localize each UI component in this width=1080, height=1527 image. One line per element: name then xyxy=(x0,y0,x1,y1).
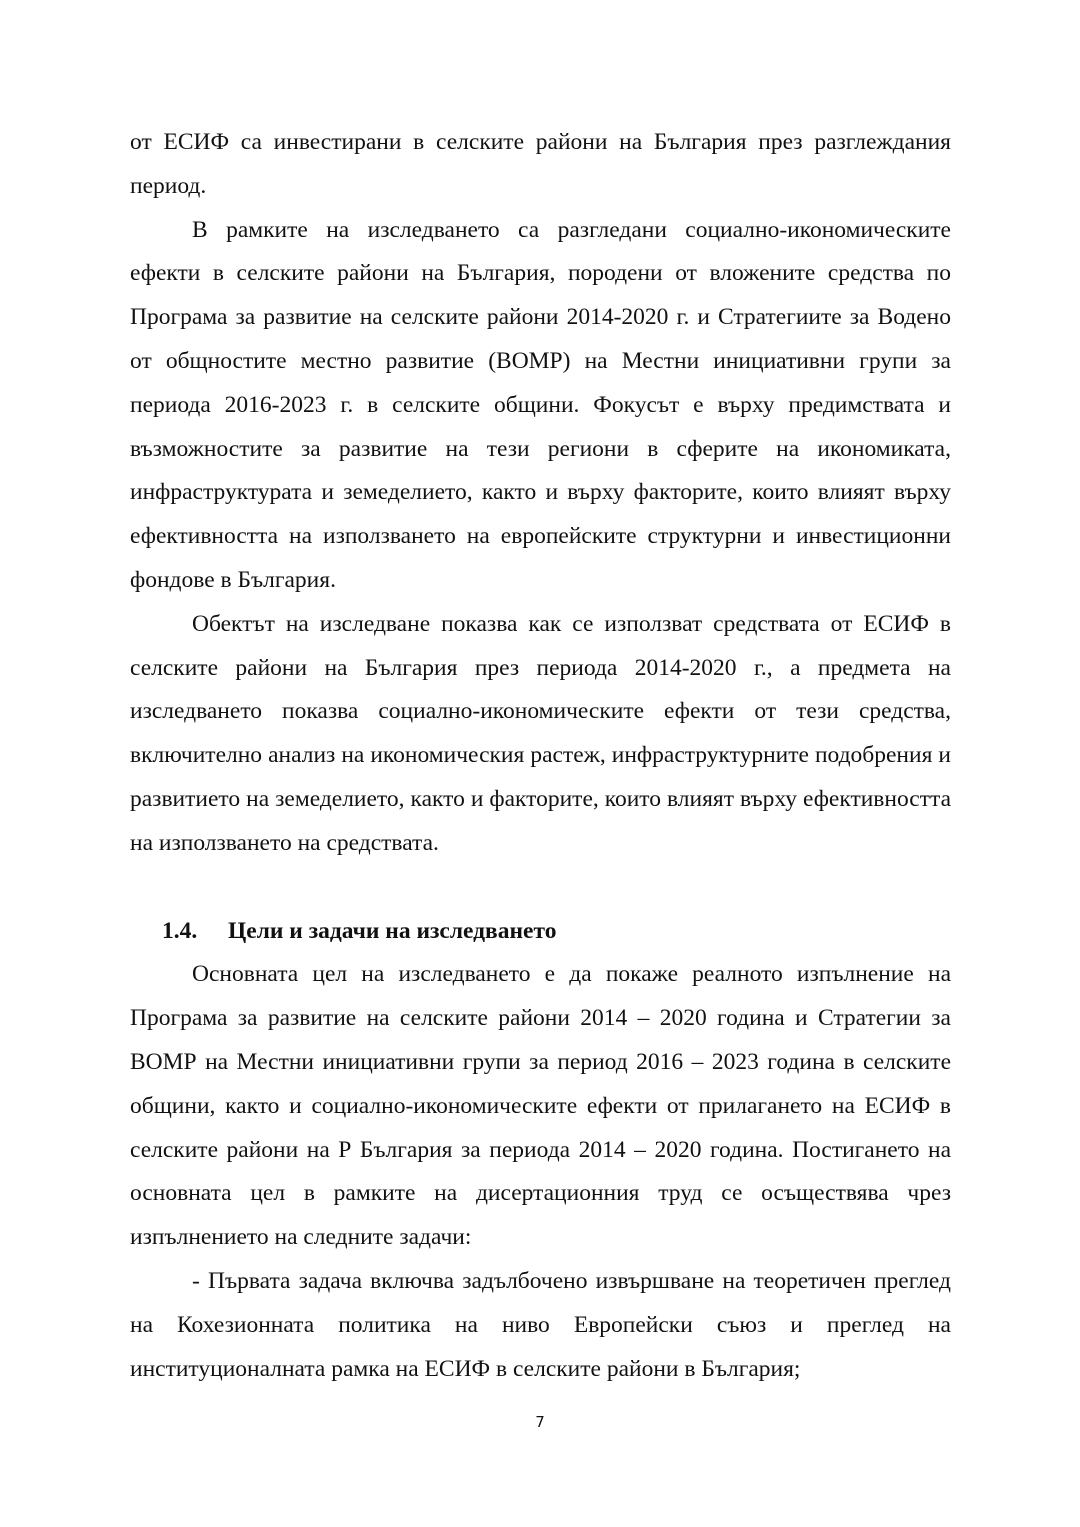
paragraph-main-goal: Основната цел на изследването е да покаже реалното изпълнение на Програма за развитие на селските райони 2014 – 2020 година и Стратегии за ВОМР на Местни инициативни групи за период 2016 – 2023 година в селските общини, както и социално-икономическите ефекти от прилагането на ЕСИФ в селските райони на Р България за периода 2014 – 2020 година. Постигането на основната цел в рамките на дисертационния труд се осъществява чрез изпълнението на следните задачи: xyxy=(130,961,951,1251)
paragraph-object: Обектът на изследване показва как се използват средствата от ЕСИФ в селските райони на България през периода 2014-2020 г., а предмета на изследването показва социално-икономическите ефекти от тези средства, включително анализ на икономическия растеж, инфраструктурните подобрения и развитието на земеделието, както и факторите, които влияят върху ефективността на използването на средствата. xyxy=(130,610,951,856)
paragraph-first-task: - Първата задача включва задълбочено извършване на теоретичен преглед на Кохезионната политика на ниво Европейски съюз и преглед на институционалната рамка на ЕСИФ в селските райони в България; xyxy=(130,1267,951,1382)
section-number: 1.4. xyxy=(162,917,198,944)
paragraph-continuation: от ЕСИФ са инвестирани в селските райони на България през разглеждания период. xyxy=(130,129,951,199)
paragraph-scope: В рамките на изследването са разгледани социално-икономическите ефекти в селските райони на България, породени от вложените средства по Програма за развитие на селските райони 2014-2020 г. и Стратегиите за Водено от общностите местно развитие (ВОМР) на Местни инициативни групи за периода 2016-2023 г. в селските общини. Фокусът е върху предимствата и възможностите за развитие на тези региони в сферите на икономиката, инфраструктурата и земеделието, както и върху факторите, които влияят върху ефективността на използването на европейските структурни и инвестиционни фондове в България. xyxy=(130,216,951,593)
section-spacer xyxy=(130,866,951,910)
page-number: 7 xyxy=(535,1413,545,1431)
section-heading xyxy=(130,910,951,954)
document-page xyxy=(130,121,951,1391)
section-title: Цели и задачи на изследването xyxy=(228,917,557,944)
